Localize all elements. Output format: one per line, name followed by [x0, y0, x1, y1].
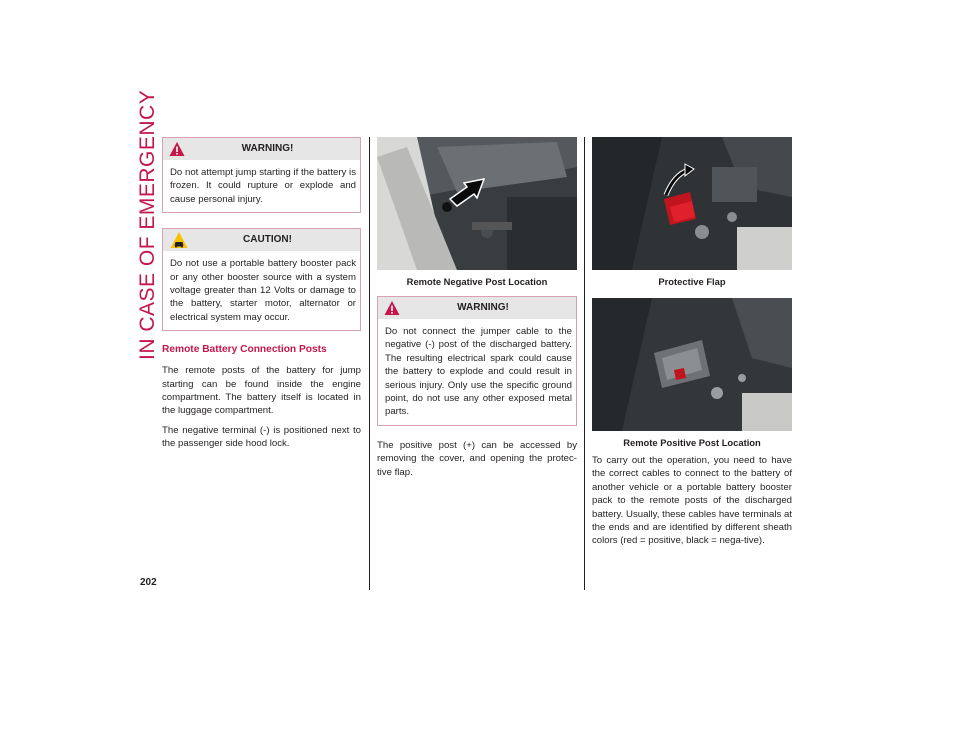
warning-triangle-icon	[384, 300, 400, 316]
photo-caption: Protective Flap	[658, 276, 726, 287]
caution-box	[162, 228, 361, 331]
paragraph: To carry out the operation, you need to have the correct cables to connect to the battery of another vehicle or a portable battery booster pack to the remote posts of the discharged battery. Usually, these cables have terminals at the ends and are identified by different sheath colors (red = positive, black = nega-tive).	[592, 455, 792, 547]
caution-car-icon	[170, 231, 188, 249]
caution-text: Do not use a portable battery booster pack or any other booster source with a system voltage greater than 12 Volts or damage to the battery, starter motor, alternator or electrical system may occur.	[170, 258, 356, 323]
warning-triangle-icon	[169, 141, 185, 157]
paragraph: The positive post (+) can be accessed by removing the cover, and opening the protec-tive flap.	[377, 439, 577, 478]
photo-caption: Remote Positive Post Location	[623, 437, 761, 448]
section-title-text: IN CASE OF EMERGENCY	[136, 89, 159, 360]
positive-post-photo	[592, 298, 792, 431]
warning-title: WARNING!	[457, 302, 509, 313]
caution-title: CAUTION!	[243, 234, 292, 246]
paragraph: The negative terminal (-) is positioned next to the passenger side hood lock.	[162, 424, 361, 450]
warning-box-header	[163, 138, 360, 160]
section-heading: Remote Battery Connection Posts	[162, 344, 327, 356]
warning-box	[377, 296, 577, 426]
paragraph: The remote posts of the battery for jump starting can be found inside the engine compartment. The battery itself is located in the luggage compartment.	[162, 365, 361, 417]
warning-text: Do not attempt jump starting if the battery is frozen. It could rupture or explode and cause personal injury.	[170, 167, 356, 205]
warning-text: Do not connect the jumper cable to the negative (-) post of the discharged battery. The resulting electrical spark could cause the battery to explode and could result in serious injury. Only use the specific ground point, do not use any other exposed metal parts.	[385, 326, 572, 418]
page-number: 202	[140, 577, 157, 588]
protective-flap-photo	[592, 137, 792, 270]
column-divider-2	[584, 137, 585, 590]
column-3	[592, 137, 792, 548]
column-1	[162, 137, 361, 451]
negative-post-photo	[377, 137, 577, 270]
warning-box	[162, 137, 361, 213]
warning-title: WARNING!	[241, 143, 294, 154]
caution-box-header	[163, 229, 360, 251]
column-divider-1	[369, 137, 370, 590]
photo-caption: Remote Negative Post Location	[406, 276, 548, 287]
column-2	[377, 137, 577, 479]
warning-box-header	[378, 297, 576, 319]
